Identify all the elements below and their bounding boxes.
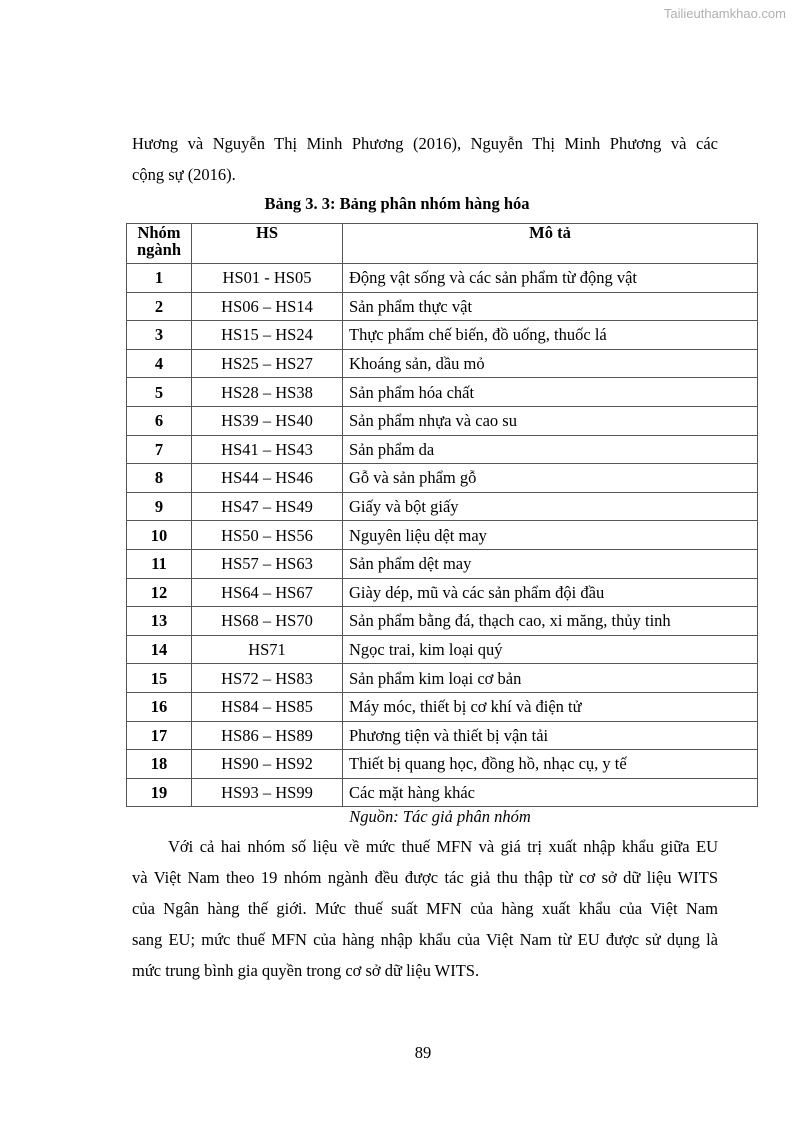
hs-range: HS50 – HS56 [192,521,343,550]
group-number: 10 [127,521,192,550]
description: Sản phẩm bằng đá, thạch cao, xi măng, thủy tinh [343,607,758,636]
hs-range: HS01 - HS05 [192,264,343,293]
group-number: 12 [127,578,192,607]
group-number: 13 [127,607,192,636]
description: Giày dép, mũ và các sản phẩm đội đầu [343,578,758,607]
group-number: 11 [127,549,192,578]
hs-range: HS72 – HS83 [192,664,343,693]
group-number: 5 [127,378,192,407]
table-row [127,321,758,350]
header-hs: HS [192,224,343,264]
description: Các mặt hàng khác [343,778,758,807]
hs-range: HS86 – HS89 [192,721,343,750]
hs-range: HS44 – HS46 [192,464,343,493]
group-number: 16 [127,692,192,721]
hs-range: HS64 – HS67 [192,578,343,607]
table-row [127,406,758,435]
intro-line: Hương và Nguyễn Thị Minh Phương (2016), Nguyễn Thị Minh Phương và các [132,134,718,153]
description: Thực phẩm chế biến, đồ uống, thuốc lá [343,321,758,350]
description: Thiết bị quang học, đồng hồ, nhạc cụ, y tế [343,750,758,779]
watermark: Tailieuthamkhao.com [663,6,786,21]
hs-range: HS25 – HS27 [192,349,343,378]
hs-range: HS84 – HS85 [192,692,343,721]
table-row [127,521,758,550]
description: Giấy và bột giấy [343,492,758,521]
header-group: Nhóm ngành [127,224,192,264]
table-caption: Bảng 3. 3: Bảng phân nhóm hàng hóa [264,194,530,213]
body-line: Với cả hai nhóm số liệu về mức thuế MFN và giá trị xuất nhập khẩu giữa EU [168,837,718,856]
description: Khoáng sản, dầu mỏ [343,349,758,378]
description: Sản phẩm nhựa và cao su [343,406,758,435]
body-line: mức trung bình gia quyền trong cơ sở dữ liệu WITS. [132,961,480,980]
description: Ngọc trai, kim loại quý [343,635,758,664]
table-row [127,464,758,493]
group-number: 18 [127,750,192,779]
table-row [127,292,758,321]
body-line: sang EU; mức thuế MFN của hàng nhập khẩu của Việt Nam từ EU được sử dụng là [132,930,718,949]
hs-range: HS71 [192,635,343,664]
group-number: 3 [127,321,192,350]
description: Nguyên liệu dệt may [343,521,758,550]
table-row [127,721,758,750]
table-row [127,578,758,607]
group-number: 7 [127,435,192,464]
group-number: 6 [127,406,192,435]
description: Sản phẩm da [343,435,758,464]
hs-range: HS57 – HS63 [192,549,343,578]
intro-line: cộng sự (2016). [132,165,236,184]
hs-range: HS28 – HS38 [192,378,343,407]
table-row [127,378,758,407]
group-number: 4 [127,349,192,378]
hs-range: HS39 – HS40 [192,406,343,435]
table-row [127,607,758,636]
group-number: 9 [127,492,192,521]
hs-range: HS47 – HS49 [192,492,343,521]
description: Sản phẩm thực vật [343,292,758,321]
header-description: Mô tả [343,224,758,264]
table-row [127,750,758,779]
description: Sản phẩm hóa chất [343,378,758,407]
hs-range: HS41 – HS43 [192,435,343,464]
hs-range: HS06 – HS14 [192,292,343,321]
body-line: và Việt Nam theo 19 nhóm ngành đều được tác giả thu thập từ cơ sở dữ liệu WITS [132,868,718,887]
table-row [127,549,758,578]
description: Sản phẩm dệt may [343,549,758,578]
hs-group-table [126,223,758,807]
description: Phương tiện và thiết bị vận tải [343,721,758,750]
table-row [127,435,758,464]
group-number: 8 [127,464,192,493]
group-number: 2 [127,292,192,321]
table-row [127,778,758,807]
body-line: của Ngân hàng thế giới. Mức thuế suất MFN của hàng xuất khẩu của Việt Nam [132,899,718,918]
group-number: 14 [127,635,192,664]
table-row [127,664,758,693]
page-number: 89 [414,1043,432,1062]
group-number: 19 [127,778,192,807]
description: Máy móc, thiết bị cơ khí và điện tử [343,692,758,721]
group-number: 15 [127,664,192,693]
table-row [127,692,758,721]
table-row [127,635,758,664]
table-row [127,349,758,378]
hs-range: HS68 – HS70 [192,607,343,636]
table-row [127,264,758,293]
hs-range: HS15 – HS24 [192,321,343,350]
description: Gỗ và sản phẩm gỗ [343,464,758,493]
description: Sản phẩm kim loại cơ bản [343,664,758,693]
group-number: 1 [127,264,192,293]
table-row [127,492,758,521]
description: Động vật sống và các sản phẩm từ động vật [343,264,758,293]
table-source: Nguồn: Tác giả phân nhóm [349,807,531,826]
group-number: 17 [127,721,192,750]
hs-range: HS93 – HS99 [192,778,343,807]
hs-range: HS90 – HS92 [192,750,343,779]
